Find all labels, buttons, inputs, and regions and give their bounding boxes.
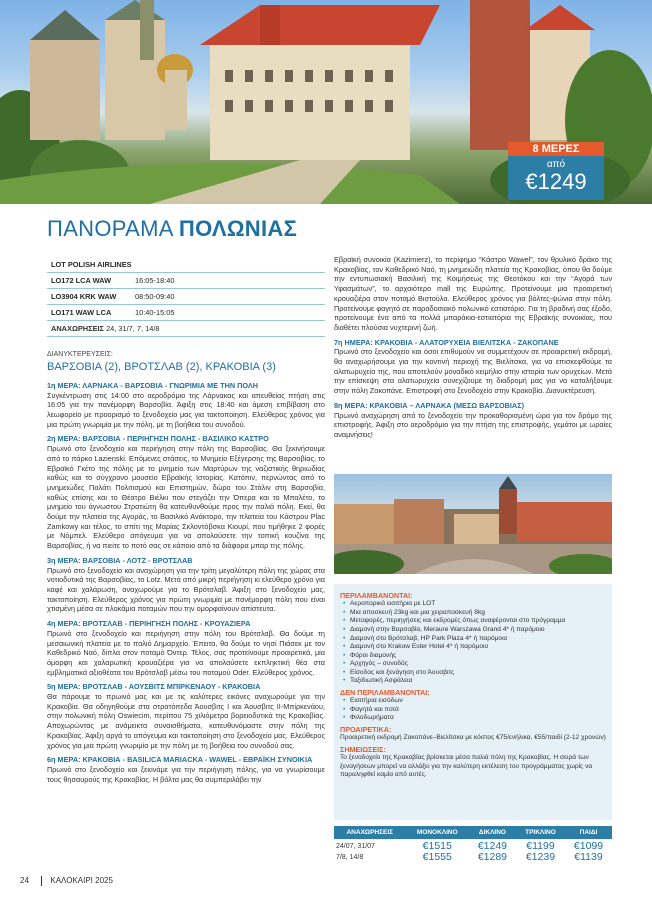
included-list [340, 600, 606, 686]
list-item: • Εισιτήρια εισόδων [340, 697, 606, 706]
day-6-continued-text: Εβραϊκή συνοικία (Kazimierz), το περίφημο “Κάστρο Wawel”, τον θρυλικό δράκο της Κρακοβίας, τον Καθεδρικό Ναό, τη μνημειώδη πλατεία της Κρακοβίας, όπου θα δούμε την εντυπωσιακή Βασιλική της Κοιμήσεως της Θεοτόκου και την “Αγορά των Υφασμάτων”, το αρχαιότερο mall της Ευρώπης. Προτείνουμε μια προαιρετική κρουαζιέρα στον ποταμό Βιστούλα. Ελεύθερος χρόνος για βόλτες-ψώνια στην πόλη. Προτείνουμε φαγητό σε παραδοσιακό πολωνικό εστιατόριο. Για τη βραδινή σας έξοδο, προτείνουμε ένα από τα πολλά μπαράκια-εστιατόρια της Εβραϊκής συνοικίας, που διαθέτει πλούσια νυχτερινή ζωή. [334, 255, 612, 332]
optional-heading: ΠΡΟΑΙΡΕΤΙΚΑ: [340, 725, 392, 735]
price-cell: €1515 [422, 840, 452, 852]
flight-row [47, 273, 325, 289]
included-heading: ΠΕΡΙΛΑΜΒΑΝΟΝΤΑΙ: [340, 591, 413, 600]
dates-value: 24/07, 31/07 [336, 843, 375, 850]
day-8-heading: 8η ΜΕΡΑ: ΚΡΑΚΟΒΙΑ – ΛΑΡΝΑΚΑ (ΜΕΣΩ ΒΑΡΣΟΒΙΑΣ) [334, 400, 524, 410]
dates-cell [334, 839, 406, 865]
itinerary-left-column [47, 350, 325, 784]
departures-label: ΑΝΑΧΩΡΗΣΕΙΣ [51, 324, 104, 333]
day-1-heading: 1η ΜΕΡΑ: ΛΑΡΝΑΚΑ - ΒΑΡΣΟΒΙΑ - ΓΝΩΡΙΜΙΑ ΜΕ ΤΗΝ ΠΟΛΗ [47, 380, 259, 390]
day-6-heading: 6η ΜΕΡΑ: ΚΡΑΚΟΒΙΑ - BASILICA MARIACKA - WAWEL - ΕΒΡΑΪΚΗ ΣΥΝΟΙΚΙΑ [47, 755, 313, 765]
col-triple: ΤΡΙΚΛΙΝΟ [516, 826, 565, 839]
hero-photo [0, 0, 652, 204]
list-item: • Είσοδος και ξενάγηση στο Άουσβιτς [340, 669, 606, 678]
day-5-heading: 5η ΜΕΡΑ: ΒΡΟΤΣΛΑΒ - ΑΟΥΣΒΙΤΣ ΜΠΙΡΚΕΝΑΟΥ - ΚΡΑΚΟΒΙΑ [47, 682, 261, 692]
itinerary-right-column [334, 255, 612, 440]
single-cell [406, 839, 469, 865]
departures-value: 24, 31/7, 7, 14/8 [106, 324, 160, 333]
day-1-text: Συγκέντρωση στις 14:00 στο αεροδρόμιο της Λάρνακας και απευθείας πτήση στις 16:05 για την πανέμορφη Βαρσοβία. Άφιξη στις 18:40 και άμεση επιβίβαση στο λεωφορείο με προορισμό το ξενοδοχείο μας για τακτοποίηση. Ελεύθερος χρόνος για μια πρώτη γνωριμία με την πόλη, με τη βοήθεια του συνοδού. [47, 390, 325, 429]
price-cell: €1199 [526, 840, 555, 852]
day-8-text: Πρωινό αναχώρηση από το ξενοδοχείο την προκαθορισμένη ώρα για τον δρόμο της επιστροφής. Άφιξη στο αεροδρόμιο για την πτήση της επιστροφής, γεμάτοι με ωραίες αναμνήσεις! [334, 410, 612, 439]
stay-label: ΔΙΑΝΥΚΤΕΡΕΥΣΕΙΣ: [47, 351, 113, 358]
list-item: • Φόροι διαμονής [340, 652, 606, 661]
day-6-text: Πρωινό στο ξενοδοχείο και ξεκινάμε για την περιήγηση πόλης, για να γνωρίσουμε τους θησαυρούς της Κρακοβίας. Η βόλτα μας θα συμπεριλάβει την [47, 764, 325, 784]
flight-code: LO3904 KRK WAW [47, 289, 131, 305]
day-7-heading: 7η ΗΜΕΡΑ: ΚΡΑΚΟΒΙΑ - ΑΛΑΤΟΡΥΧΕΙΑ ΒΙΕΛΙΤΣΚΑ - ΖΑΚΟΠΑΝΕ [334, 337, 559, 347]
warsaw-illustration [334, 474, 612, 574]
list-item: • Αεροπορικά εισιτήρια με LOT [340, 600, 606, 609]
optional-text: Προαιρετική εκδρομή Ζακοπάνε–Βιελίτσκα με κόστος €75/ενήλικα, €55/παιδί (2-12 χρονών) [340, 734, 606, 742]
col-single: ΜΟΝΟΚΛΙΝΟ [406, 826, 469, 839]
footer-divider [41, 876, 42, 886]
child-cell [565, 839, 612, 865]
col-double: ΔΙΚΛΙΝΟ [469, 826, 516, 839]
list-item: • Διαμονή στο Krakow Ester Hotel 4* ή παρόμοιο [340, 643, 606, 652]
list-item: • Διαμονή στην Βαρσοβία, Meraure Warszawa Grand 4* ή παρόμοιο [340, 626, 606, 635]
departures-row [47, 321, 325, 337]
stay-value: ΒΑΡΣΟΒΙΑ (2), ΒΡΟΤΣΛΑΒ (2), ΚΡΑΚΟΒΙΑ (3) [47, 361, 276, 374]
price-table [334, 826, 612, 865]
price-cell: €1289 [477, 851, 508, 863]
page-title [47, 216, 297, 242]
list-item: • Μεταφορές, περιηγήσεις και εκδρομές όπως αναφέρονται στο πρόγραμμα [340, 617, 606, 626]
price-value: €1249 [525, 169, 587, 194]
season-label: ΚΑΛΟΚΑΙΡΙ 2025 [50, 876, 113, 886]
list-item: • Αρχηγός – συνοδός [340, 660, 606, 669]
days-label: 8 ΜΕΡΕΣ [508, 142, 604, 156]
flight-row [47, 305, 325, 321]
col-departures: ΑΝΑΧΩΡΗΣΕΙΣ [334, 826, 406, 839]
list-item: • Διαμονή στο Βρότσλαβ, HP Park Plaza 4* ή παρόμοιο [340, 635, 606, 644]
triple-cell [516, 839, 565, 865]
flight-time: 08:50-09:40 [131, 289, 325, 305]
col-child: ΠΑΙΔΙ [565, 826, 612, 839]
price-from-label: από [546, 159, 566, 170]
double-cell [469, 839, 516, 865]
price-cell: €1555 [422, 851, 452, 863]
not-included-list [340, 697, 606, 723]
price-cell: €1099 [573, 840, 604, 852]
day-3-heading: 3η ΜΕΡΑ: ΒΑΡΣΟΒΙΑ - ΛΟΤΖ - ΒΡΟΤΣΛΑΒ [47, 555, 193, 565]
notes-text: Το ξενοδοχείο της Κρακοβίας βρίσκεται μέσα παλιά πόλη της Κρακοβίας. Η σειρά των ξεναγήσεων μπορεί να αλλάξει για την καλύτερη εκτέλεση του προγράμματος χωρίς να παραληφθεί καμία από αυτές. [340, 754, 593, 779]
flight-code: LO171 WAW LCA [47, 305, 131, 321]
table-row [334, 839, 612, 865]
title-part1: ΠΑΝΟΡΑΜΑ [47, 216, 179, 241]
day-3-text: Πρωινό στο ξενοδοχείο και αναχώρηση για την τρίτη μεγαλύτερη πόλη της χώρας στα νοτιοδυτικά της Βαρσοβίας, το Lotz. Μετά από μικρή περιήγηση κι ελεύθερο χρόνο για καφέ και χαλάρωση, αναχωρούμε για το Βρότσλαβ. Άφιξη στο ξενοδοχείο μας, τακτοποίηση. Ελεύθερος χρόνος για πρώτη γνωριμία με πανέμορφη πόλη που είναι χτισμένη μέσα σε πλοκάμια ποταμών που την ομορφαίνουν απίστευτα. [47, 565, 325, 614]
day-2-text: Πρωινό στο ξενοδοχείο και περιήγηση στην πόλη της Βαρσοβίας. Θα ξεκινήσουμε από το πάρκο Lazienski. Επόμενες στάσεις, το Μνημείο Εξέγερσης της Βαρσοβίας, το Εβραϊκό Γκέτο της πόλης με το μνημείο των Μαρτύρων της ναζιστικής θηριωδίας καθώς και το σύγχρονο μουσείο Εβραϊκής Ιστορίας. Κατόπιν, περνώντας από το μνημειώδες Παλάτι Πολιτισμού και Επιστημών, δώρο του Στάλιν στη Βαρσοβία, καθώς επίσης και το Θέατρο Βιέλκι που στεγάζει την Όπερα και το Μπαλέτο, το μνημείο του άγνωστου Στρατιώτη θα κατευθυνθούμε προς την παλιά πόλη. Εκεί, θα δούμε την πλατεία της Αγοράς, το Βασιλικό Ανάκτορο, την πλατεία του Κάστρου Plac Zamkowy και τέλος, το σπίτι της Μαρίας Σκλοντόβσκα Κιουρί, που τιμήθηκε 2 φορές με Νόμπελ. Ελεύθερο απόγευμα για να απολαύσετε την τοπική κουζίνα της Βαρσοβίας, ή να πιείτε το ποτό σας σε κάποιο από τα διάφορα μπαρ της πόλης. [47, 444, 325, 551]
price-badge [508, 142, 604, 200]
day-4-text: Πρωινό στο ξενοδοχείο και περιήγηση στην πόλη του Βρότσλαβ. Θα δούμε τη μεσαιωνική πλατεία με το παλιό Δημαρχείο. Έπειτα, θα δούμε το νησί Πιάσεκ με τον Καθεδρικό Ναό, δίπλα στον ποταμό Όντερ. Τέλος, σας προτείνουμε προαιρετικά, μία όμορφη και χαλαρωτική κρουαζιέρα για να απολαύσετε εκπληκτική θέα στα εμβληματικά αξιοθέατα του Βρότσλαβ μέσω του ποταμού Oder. Ελεύθερος χρόνος. [47, 628, 325, 677]
list-item: • Ταξιδιωτική Ασφάλεια [340, 677, 606, 686]
day-5-text: Θα πάρουμε το πρωινό μας και με τις καλύτερες εικόνες αναχωρούμε για την Κρακοβία. Θα οδηγηθούμε στα στρατόπεδα Άουσβιτς Ι και Άουσβιτς ΙΙ-Μπίρκενάου, στην πολωνική πόλη Oswiecim, περίπου 75 χιλιόμετρα βορειοδυτικά της Κρακοβίας. Αποχωρώντας με ανάμεικτα συναισθήματα, κατευθυνόμαστε στην πόλη της Κρακοβίας. Άφιξη αργά το απόγευμα και τακτοποίηση στο ξενοδοχείο μας. Ελεύθερος χρόνος για μια πρώτη γνωριμία με την πόλη με τη βοήθεια του συνοδού σας. [47, 692, 325, 750]
flight-code: LO172 LCA WAW [47, 273, 131, 289]
price-cell: €1139 [574, 851, 603, 863]
price-panel [508, 156, 604, 200]
title-part2: ΠΟΛΩΝΙΑΣ [178, 216, 298, 241]
page-number: 24 [20, 876, 29, 886]
flights-table [47, 257, 325, 337]
dates-value: 7/8, 14/8 [336, 854, 364, 861]
flight-time: 10:40-15:05 [131, 305, 325, 321]
flight-time: 16:05-18:40 [131, 273, 325, 289]
list-item: • Μια αποσκευή 23kg και μια χειραποσκευή 8kg [340, 609, 606, 618]
list-item: • Φιλοδωρήματα [340, 714, 606, 723]
price-cell: €1239 [525, 851, 556, 863]
price-cell: €1249 [477, 840, 508, 852]
page-footer [20, 876, 113, 886]
not-included-heading: ΔΕΝ ΠΕΡΙΛΑΜΒΑΝΟΝΤΑΙ: [340, 687, 430, 697]
notes-heading: ΣΗΜΕΙΩΣΕΙΣ: [340, 744, 386, 754]
list-item: • Φαγητά και ποτά [340, 706, 606, 715]
airline-name: LOT POLISH AIRLINES [47, 257, 325, 273]
included-box [334, 584, 612, 820]
day-7-text: Πρωινό στο ξενοδοχείο και όσοι επιθυμούν να συμμετέχουν σε προαιρετική εκδρομή, θα αναχωρήσουμε για την κοντινή περιοχή της Βιελίτσκα, για να επισκεφθούμε τα αλατωρυχεία της, που αποτελούν μοναδικό κειμήλιο στην ιστορία των ορυχείων. Μετά την επίσκεψη στα αλατωρυχεία συνεχίζουμε τη διαδρομή μας για να καταλήξουμε στην πόλη Ζακοπάνε. Επιστροφή στο ξενοδοχείο στην Κρακοβία. Διανυκτέρευση. [334, 347, 612, 396]
day-4-heading: 4η ΜΕΡΑ: ΒΡΟΤΣΛΑΒ - ΠΕΡΙΗΓΗΣΗ ΠΟΛΗΣ - ΚΡΟΥΑΖΙΕΡΑ [47, 619, 251, 629]
warsaw-square-photo [334, 474, 612, 574]
flight-row [47, 289, 325, 305]
day-2-heading: 2η ΜΕΡΑ: ΒΑΡΣΟΒΙΑ - ΠΕΡΙΗΓΗΣΗ ΠΟΛΗΣ - ΒΑΣΙΛΙΚΟ ΚΑΣΤΡΟ [47, 434, 269, 444]
